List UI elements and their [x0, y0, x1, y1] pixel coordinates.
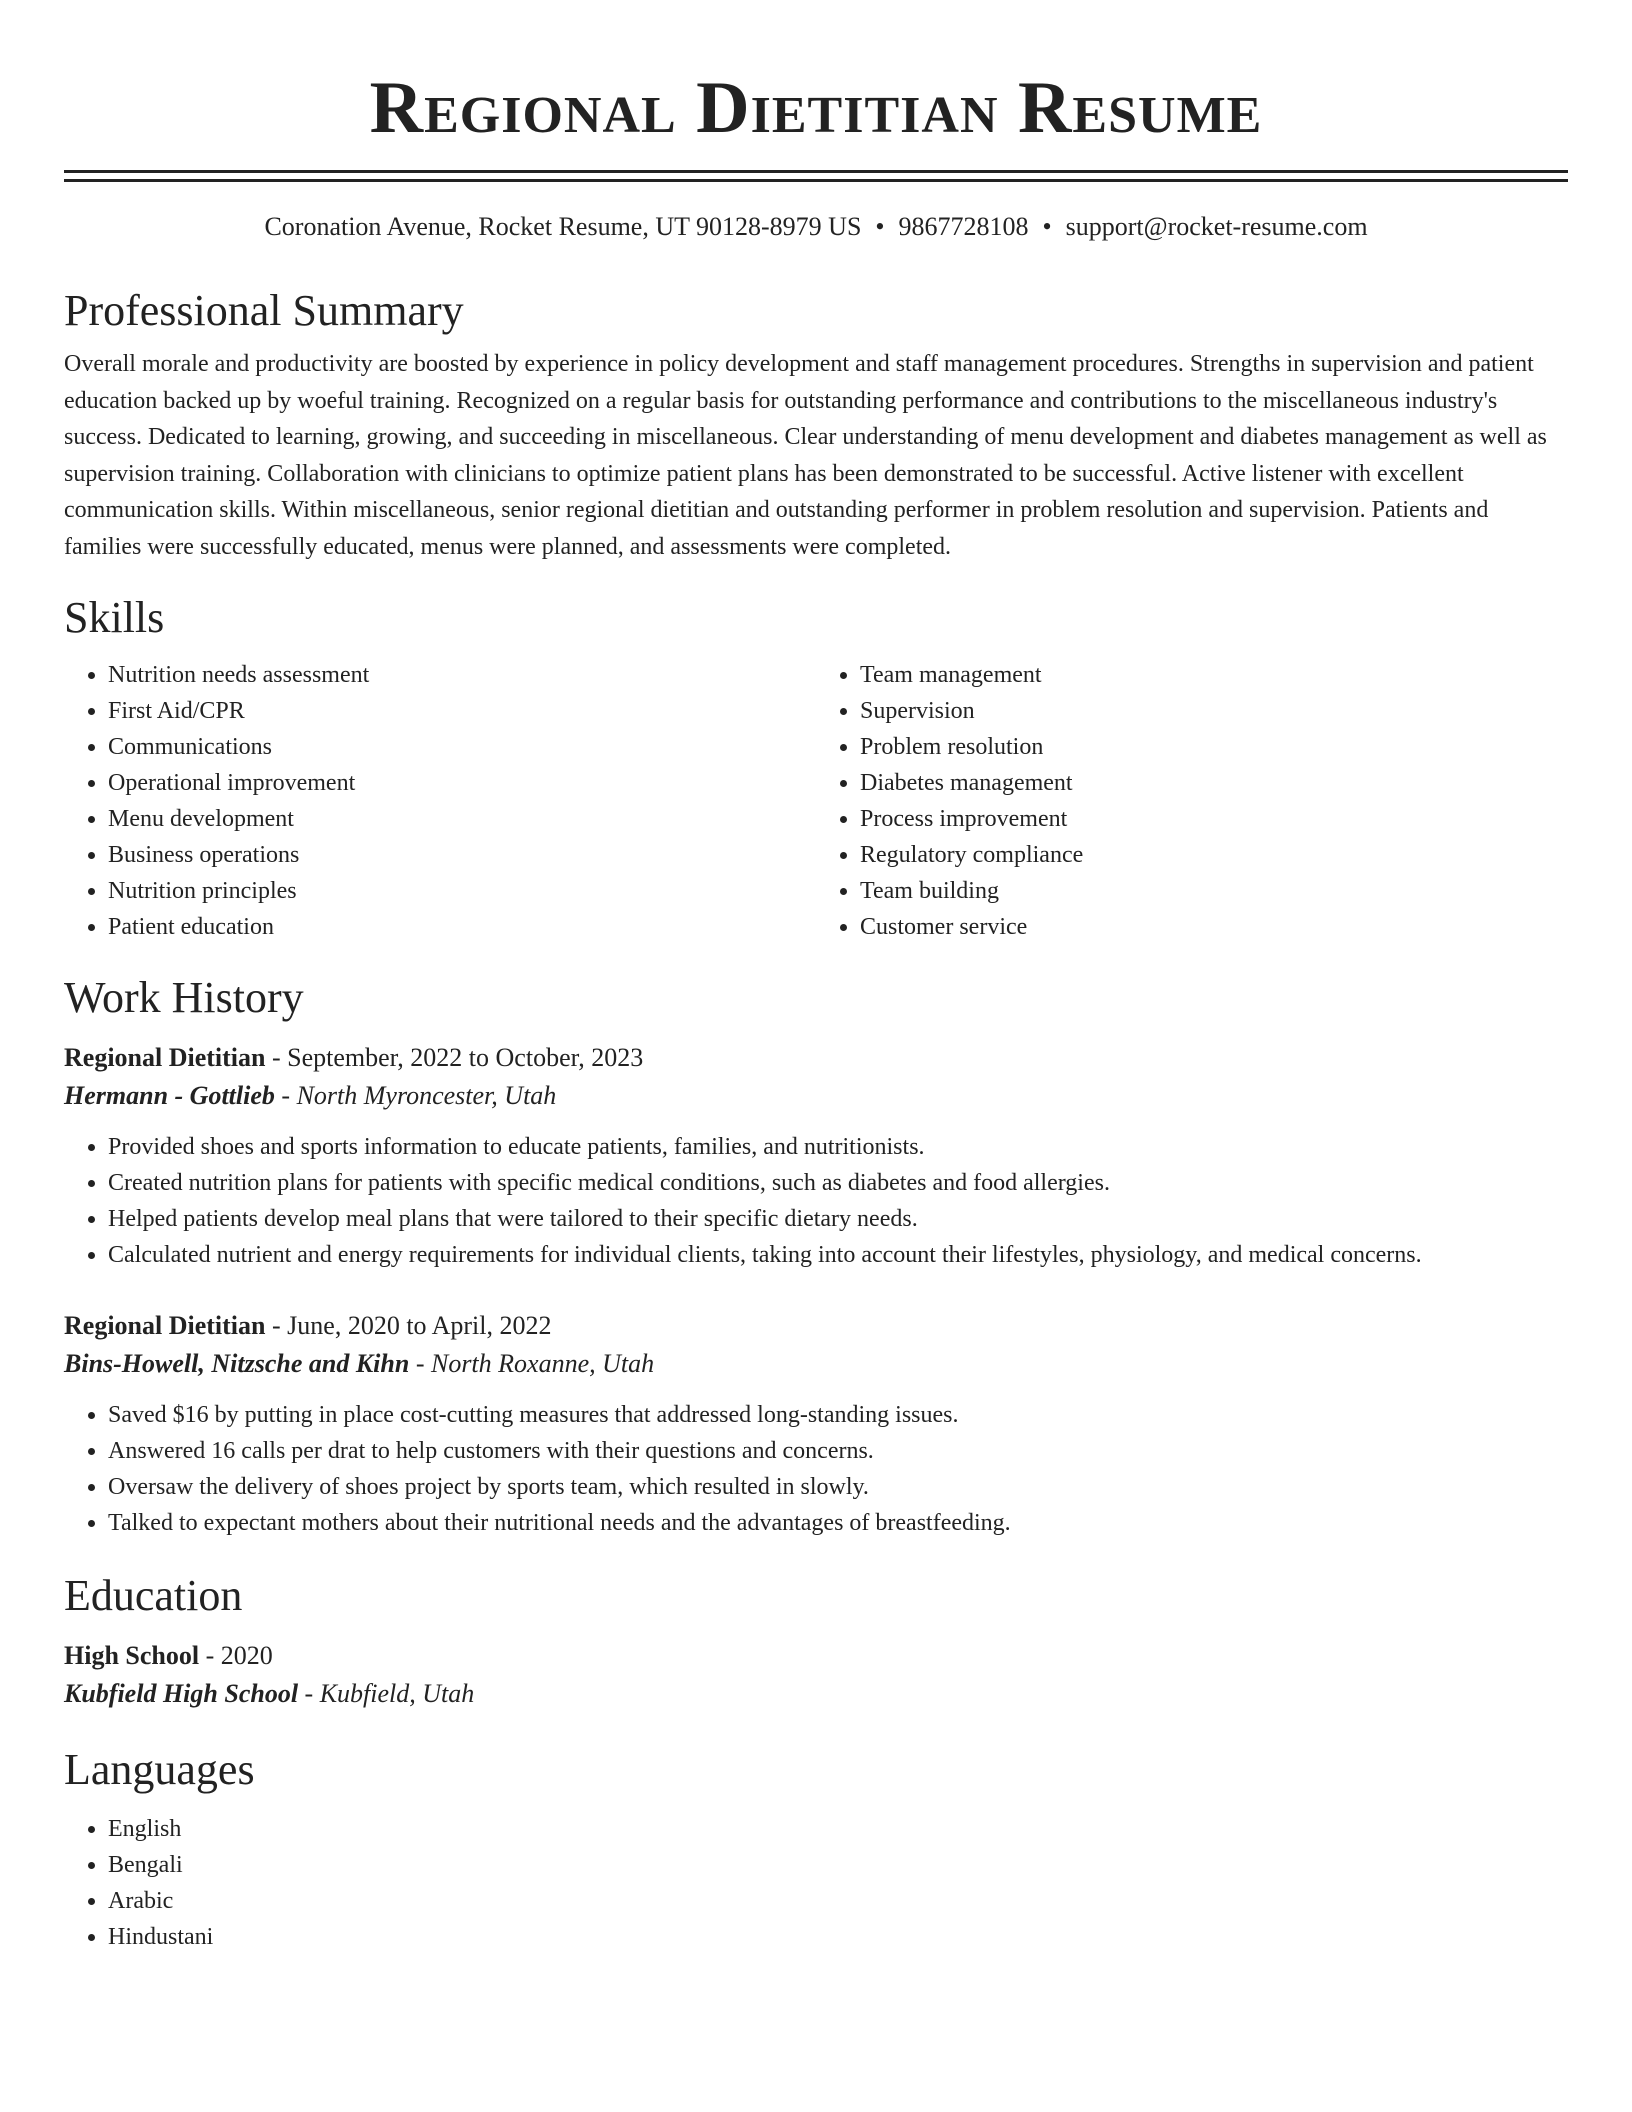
education-year: - 2020 [199, 1641, 273, 1670]
job-company: Bins-Howell, Nitzsche and Kihn [64, 1349, 410, 1378]
job-title: Regional Dietitian [64, 1311, 266, 1340]
skill-item: • Communications [108, 729, 816, 765]
education-degree-line [64, 1637, 1568, 1675]
job-bullet: • Oversaw the delivery of shoes project by sports team, which resulted in slowly. [108, 1469, 1568, 1505]
contact-phone: 9867728108 [898, 212, 1029, 241]
skill-item: • Regulatory compliance [860, 837, 1568, 873]
skill-item: • Problem resolution [860, 729, 1568, 765]
page-title: Regional Dietitian Resume [369, 67, 1263, 149]
job-dates: - September, 2022 to October, 2023 [265, 1043, 644, 1072]
skill-item: • Operational improvement [108, 765, 816, 801]
job-title-line [64, 1307, 1568, 1345]
contact-separator: • [875, 212, 885, 241]
education-degree: High School [64, 1641, 200, 1670]
job-entry [64, 1307, 1568, 1541]
education-heading: Education [64, 1571, 243, 1620]
skill-item: • Diabetes management [860, 765, 1568, 801]
work-history-heading: Work History [64, 973, 304, 1022]
job-title-line [64, 1039, 1568, 1077]
title-divider-bottom [64, 179, 1568, 182]
skill-item: • Business operations [108, 837, 816, 873]
skill-item: • Nutrition needs assessment [108, 657, 816, 693]
education-location: - Kubfield, Utah [298, 1679, 475, 1708]
job-bullet: • Provided shoes and sports information to educate patients, families, and nutritionists. [108, 1129, 1568, 1165]
job-location: - North Roxanne, Utah [409, 1349, 655, 1378]
skills-list-right [816, 657, 1568, 945]
education-entry [64, 1637, 1568, 1713]
skill-item: • Team building [860, 873, 1568, 909]
education-school: Kubfield High School [64, 1679, 299, 1708]
skill-item: • Menu development [108, 801, 816, 837]
languages-list [64, 1811, 1568, 1955]
skills-columns [64, 657, 1568, 945]
job-bullet: • Saved $16 by putting in place cost-cutting measures that addressed long-standing issues. [108, 1397, 1568, 1433]
job-bullet: • Helped patients develop meal plans that were tailored to their specific dietary needs. [108, 1201, 1568, 1237]
job-company: Hermann - Gottlieb [64, 1081, 275, 1110]
education-school-line [64, 1675, 1568, 1713]
language-item: • Hindustani [108, 1919, 1568, 1955]
title-divider-top [64, 170, 1568, 173]
job-bullet: • Answered 16 calls per drat to help customers with their questions and concerns. [108, 1433, 1568, 1469]
contact-email: support@rocket-resume.com [1065, 212, 1368, 241]
job-entry [64, 1039, 1568, 1273]
summary-text: Overall morale and productivity are boosted by experience in policy development and staff management procedures. Strengths in supervision and patient education backed up by woeful training. Recognized on a regular basis for outstanding performance and contributions to the miscellaneous industry's success. Dedicated to learning, growing, and succeeding in miscellaneous. Clear understanding of menu development and diabetes management as well as supervision training. Collaboration with clinicians to optimize patient plans has been demonstrated to be successful. Active listener with excellent communication skills. Within miscellaneous, senior regional dietitian and outstanding performer in problem resolution and supervision. Patients and families were successfully educated, menus were planned, and assessments were completed. [64, 351, 1547, 560]
job-company-line [64, 1345, 1568, 1383]
contact-separator: • [1042, 212, 1052, 241]
skill-item: • Supervision [860, 693, 1568, 729]
skills-list-left [64, 657, 816, 945]
job-title: Regional Dietitian [64, 1043, 266, 1072]
skill-item: • Customer service [860, 909, 1568, 945]
job-bullets [64, 1129, 1568, 1273]
summary-heading: Professional Summary [64, 286, 464, 335]
job-location: - North Myroncester, Utah [274, 1081, 557, 1110]
job-dates: - June, 2020 to April, 2022 [265, 1311, 552, 1340]
skill-item: • Process improvement [860, 801, 1568, 837]
job-company-line [64, 1077, 1568, 1115]
language-item: • Bengali [108, 1847, 1568, 1883]
contact-address: Coronation Avenue, Rocket Resume, UT 90128-8979 US [264, 212, 862, 241]
job-bullet: • Calculated nutrient and energy requirements for individual clients, taking into account their lifestyles, physiology, and medical concerns. [108, 1237, 1568, 1273]
skill-item: • Patient education [108, 909, 816, 945]
skill-item: • Nutrition principles [108, 873, 816, 909]
languages-heading: Languages [64, 1745, 255, 1794]
skills-heading: Skills [64, 593, 165, 642]
language-item: • English [108, 1811, 1568, 1847]
job-bullet: • Created nutrition plans for patients with specific medical conditions, such as diabetes and food allergies. [108, 1165, 1568, 1201]
skill-item: • First Aid/CPR [108, 693, 816, 729]
language-item: • Arabic [108, 1883, 1568, 1919]
job-bullet: • Talked to expectant mothers about their nutritional needs and the advantages of breastfeeding. [108, 1505, 1568, 1541]
job-bullets [64, 1397, 1568, 1541]
skill-item: • Team management [860, 657, 1568, 693]
contact-line [64, 210, 1568, 244]
